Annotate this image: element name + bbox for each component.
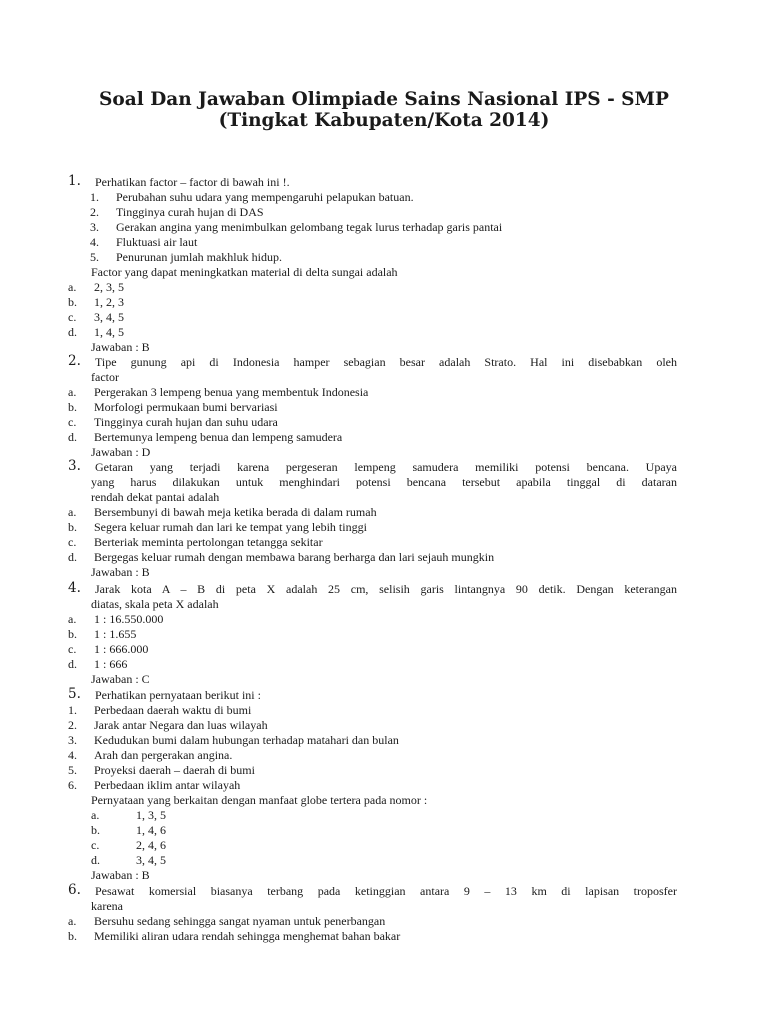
list-marker: d. <box>68 325 77 339</box>
line-text: 1, 2, 3 <box>94 295 124 309</box>
list-marker: a. <box>68 914 77 928</box>
line-text: Jawaban : B <box>91 340 150 354</box>
list-marker: a. <box>91 808 100 822</box>
line-text: Morfologi permukaan bumi bervariasi <box>94 400 278 414</box>
list-marker: b. <box>68 295 77 309</box>
list-marker: c. <box>68 642 77 656</box>
line-text: 2, 3, 5 <box>94 280 124 294</box>
line-text: Proyeksi daerah – daerah di bumi <box>94 763 255 777</box>
line-text: Fluktuasi air laut <box>116 235 198 249</box>
list-marker: a. <box>68 612 77 626</box>
line-text: Berteriak meminta pertolongan tetangga sekitar <box>94 535 323 549</box>
list-marker: c. <box>68 415 77 429</box>
line-text: Segera keluar rumah dan lari ke tempat yang lebih tinggi <box>94 520 367 534</box>
line-text: Perubahan suhu udara yang mempengaruhi pelapukan batuan. <box>116 190 414 204</box>
line-text: Jarak kota A – B di peta X adalah 25 cm, selisih garis lintangnya 90 detik. Dengan keterangan <box>95 582 677 596</box>
list-marker: 1. <box>68 703 77 717</box>
line-text: Jawaban : B <box>91 868 150 882</box>
line-text: Factor yang dapat meningkatkan material di delta sungai adalah <box>91 265 398 279</box>
line-text: Perbedaan iklim antar wilayah <box>94 778 241 792</box>
line-text: 1 : 1.655 <box>94 627 137 641</box>
line-text: 3, 4, 5 <box>94 310 124 324</box>
list-marker: c. <box>68 535 77 549</box>
line-text: karena <box>91 899 123 913</box>
line-text: Bertemunya lempeng benua dan lempeng samudera <box>94 430 343 444</box>
list-marker: a. <box>68 505 77 519</box>
line-text: 1, 3, 5 <box>136 808 166 822</box>
list-marker: d. <box>68 430 77 444</box>
list-marker: b. <box>91 823 100 837</box>
line-text: Memiliki aliran udara rendah sehingga menghemat bahan bakar <box>94 929 401 943</box>
line-text: Kedudukan bumi dalam hubungan terhadap matahari dan bulan <box>94 733 399 747</box>
line-text: Bergegas keluar rumah dengan membawa barang berharga dan lari sejauh mungkin <box>94 550 495 564</box>
list-marker: a. <box>68 280 77 294</box>
line-text: 1, 4, 5 <box>94 325 124 339</box>
line-text: Tipe gunung api di Indonesia hamper sebagian besar adalah Strato. Hal ini disebabkan oleh <box>95 355 677 369</box>
list-marker: 2. <box>68 718 77 732</box>
line-text: 1 : 666.000 <box>94 642 149 656</box>
list-marker: 3. <box>90 220 99 234</box>
document-title: Soal Dan Jawaban Olimpiade Sains Nasional IPS - SMP <box>99 89 669 110</box>
list-marker: a. <box>68 385 77 399</box>
line-text: Perhatikan pernyataan berikut ini : <box>95 688 261 702</box>
line-text: Jawaban : B <box>91 565 150 579</box>
list-marker: 6. <box>68 778 77 792</box>
list-marker: b. <box>68 627 77 641</box>
list-marker: b. <box>68 520 77 534</box>
line-text: Jarak antar Negara dan luas wilayah <box>94 718 268 732</box>
line-text: Bersuhu sedang sehingga sangat nyaman untuk penerbangan <box>94 914 386 928</box>
line-text: rendah dekat pantai adalah <box>91 490 220 504</box>
list-marker: d. <box>68 550 77 564</box>
line-text: Penurunan jumlah makhluk hidup. <box>116 250 282 264</box>
line-text: 1 : 666 <box>94 657 128 671</box>
list-marker: 3. <box>68 458 81 474</box>
list-marker: b. <box>68 929 77 943</box>
list-marker: 2. <box>90 205 99 219</box>
line-text: 1 : 16.550.000 <box>94 612 164 626</box>
list-marker: 4. <box>68 580 81 596</box>
line-text: 1, 4, 6 <box>136 823 166 837</box>
line-text: Pernyataan yang berkaitan dengan manfaat globe tertera pada nomor : <box>91 793 428 807</box>
list-marker: 3. <box>68 733 77 747</box>
list-marker: 1. <box>90 190 99 204</box>
list-marker: 4. <box>68 748 77 762</box>
line-text: Jawaban : C <box>91 672 150 686</box>
list-marker: 1. <box>68 173 81 189</box>
list-marker: 5. <box>68 763 77 777</box>
line-text: Gerakan angina yang menimbulkan gelombang tegak lurus terhadap garis pantai <box>116 220 503 234</box>
list-marker: c. <box>68 310 77 324</box>
list-marker: 5. <box>90 250 99 264</box>
line-text: Getaran yang terjadi karena pergeseran lempeng samudera memiliki potensi bencana. Upaya <box>95 460 677 474</box>
line-text: Perhatikan factor – factor di bawah ini !. <box>95 175 290 189</box>
line-text: Arah dan pergerakan angina. <box>94 748 233 762</box>
list-marker: 4. <box>90 235 99 249</box>
line-text: Tingginya curah hujan dan suhu udara <box>94 415 278 429</box>
line-text: Perbedaan daerah waktu di bumi <box>94 703 252 717</box>
list-marker: 2. <box>68 353 81 369</box>
list-marker: b. <box>68 400 77 414</box>
line-text: 2, 4, 6 <box>136 838 166 852</box>
list-marker: d. <box>91 853 100 867</box>
line-text: Pergerakan 3 lempeng benua yang membentuk Indonesia <box>94 385 369 399</box>
line-text: Pesawat komersial biasanya terbang pada ketinggian antara 9 – 13 km di lapisan troposfer <box>95 884 677 898</box>
list-marker: 5. <box>68 686 81 702</box>
line-text: factor <box>91 370 119 384</box>
line-text: yang harus dilakukan untuk menghindari potensi bencana tersebut apabila tinggal di dataran <box>91 475 677 489</box>
document-subtitle: (Tingkat Kabupaten/Kota 2014) <box>218 110 550 131</box>
list-marker: c. <box>91 838 100 852</box>
line-text: Jawaban : D <box>91 445 151 459</box>
list-marker: 6. <box>68 882 81 898</box>
line-text: 3, 4, 5 <box>136 853 166 867</box>
line-text: Bersembunyi di bawah meja ketika berada di dalam rumah <box>94 505 377 519</box>
list-marker: d. <box>68 657 77 671</box>
line-text: Tingginya curah hujan di DAS <box>116 205 264 219</box>
line-text: diatas, skala peta X adalah <box>91 597 219 611</box>
